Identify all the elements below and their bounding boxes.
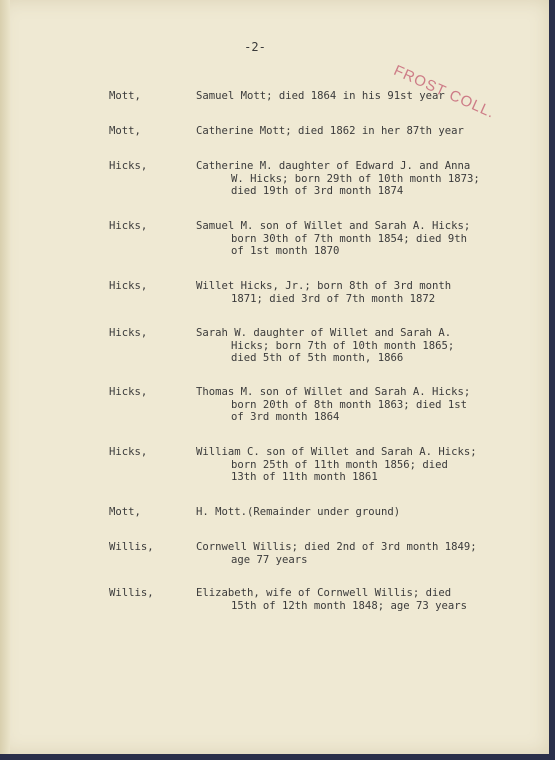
record-line: William C. son of Willet and Sarah A. Hicks; (196, 446, 477, 458)
record-line: Samuel M. son of Willet and Sarah A. Hicks; (196, 220, 471, 232)
record-line: born 30th of 7th month 1854; died 9th (231, 232, 467, 245)
record-text (196, 125, 516, 138)
record-line: died 19th of 3rd month 1874 (231, 185, 404, 197)
record-line: Elizabeth, wife of Cornwell Willis; died (196, 587, 452, 599)
record-line: Hicks; born 7th of 10th month 1865; (231, 339, 455, 352)
record-surname: Mott, (109, 506, 141, 518)
record-surname: Hicks, (109, 160, 148, 172)
record-surname: Willis, (109, 587, 154, 599)
record-line: 13th of 11th month 1861 (231, 471, 378, 483)
record-surname: Mott, (109, 125, 141, 137)
record-line: H. Mott.(Remainder under ground) (196, 506, 401, 518)
record-surname: Hicks, (109, 327, 148, 339)
record-text (196, 327, 516, 365)
record-text (196, 506, 516, 519)
record-line: born 25th of 11th month 1856; died (231, 458, 448, 471)
page-number: -2- (244, 40, 266, 54)
record-surname: Hicks, (109, 386, 148, 398)
record-surname: Willis, (109, 541, 154, 553)
record-text (196, 446, 516, 484)
record-text (196, 280, 516, 305)
record-line: W. Hicks; born 29th of 10th month 1873; (231, 172, 480, 185)
record-surname: Hicks, (109, 220, 148, 232)
record-line: Sarah W. daughter of Willet and Sarah A. (196, 327, 452, 339)
record-text (196, 587, 516, 612)
record-line: of 3rd month 1864 (231, 411, 340, 423)
record-line: Samuel Mott; died 1864 in his 91st year (196, 90, 445, 102)
record-text (196, 541, 516, 566)
record-line: Cornwell Willis; died 2nd of 3rd month 1849; (196, 541, 477, 553)
record-line: Catherine M. daughter of Edward J. and Anna (196, 160, 471, 172)
record-surname: Hicks, (109, 446, 148, 458)
record-line: Thomas M. son of Willet and Sarah A. Hicks; (196, 386, 471, 398)
record-surname: Mott, (109, 90, 141, 102)
record-line: of 1st month 1870 (231, 245, 340, 257)
record-line: died 5th of 5th month, 1866 (231, 352, 404, 364)
record-line: 15th of 12th month 1848; age 73 years (231, 599, 467, 612)
record-line: 1871; died 3rd of 7th month 1872 (231, 292, 436, 305)
record-line: Catherine Mott; died 1862 in her 87th year (196, 125, 464, 137)
collection-stamp: FROST COLL. (391, 62, 498, 122)
record-text (196, 160, 516, 198)
record-text (196, 386, 516, 424)
record-text (196, 220, 516, 258)
record-text (196, 90, 516, 103)
record-line: age 77 years (231, 553, 308, 566)
record-line: born 20th of 8th month 1863; died 1st (231, 398, 467, 411)
record-surname: Hicks, (109, 280, 148, 292)
record-line: Willet Hicks, Jr.; born 8th of 3rd month (196, 280, 452, 292)
